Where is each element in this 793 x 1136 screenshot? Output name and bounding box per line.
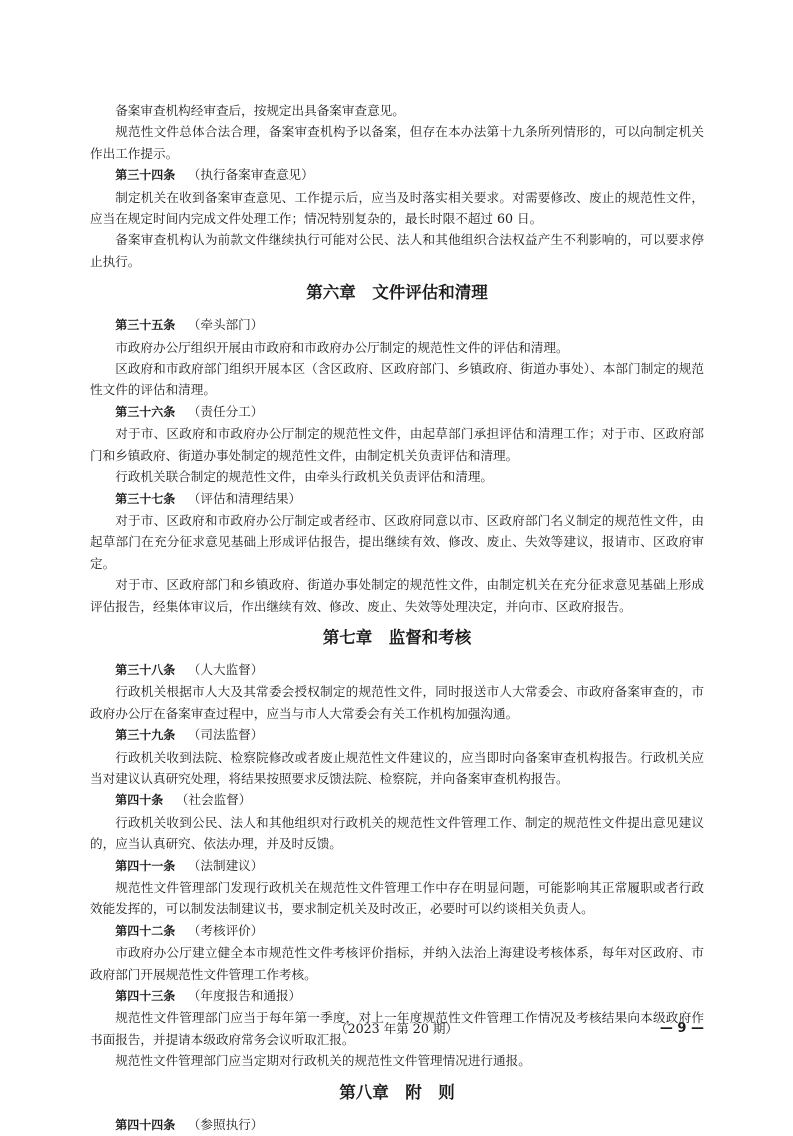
paragraph: 规范性文件管理部门应当定期对行政机关的规范性文件管理情况进行通报。 <box>115 1053 531 1069</box>
article-heading <box>90 855 704 877</box>
page-number: — 9 — <box>659 1021 704 1036</box>
paragraph: 规范性文件管理部门应当于每年第一季度，对上一年度规范性文件管理工作情况及考核结果向本级政府作书面报告，并提请本级政府常务会议听取汇报。 <box>90 1010 704 1047</box>
article-title: （社会监督） <box>175 792 252 808</box>
article-title: （考核评价） <box>187 922 264 938</box>
chapter-heading: 第七章 监督和考核 <box>322 627 472 647</box>
paragraph: 备案审查机构认为前款文件继续执行可能对公民、法人和其他组织合法权益产生不利影响的，可以要求停止执行。 <box>90 232 704 269</box>
article-title: （年度报告和通报） <box>187 988 302 1004</box>
article-heading <box>90 985 704 1007</box>
article-heading <box>90 1114 704 1136</box>
paragraph: 行政机关收到法院、检察院修改或者废止规范性文件建议的，应当即时向备案审查机构报告。行政机关应当对建议认真研究处理，将结果按照要求反馈法院、检察院，并向备案审查机构报告。 <box>90 749 704 786</box>
paragraph: 区政府和市政府部门组织开展本区（含区政府、区政府部门、乡镇政府、街道办事处）、本部门制定的规范性文件的评估和清理。 <box>90 361 704 398</box>
paragraph: 对于市、区政府部门和乡镇政府、街道办事处制定的规范性文件，由制定机关在充分征求意见基础上形成评估报告，经集体审议后，作出继续有效、修改、废止、失效等处理决定，并向市、区政府报告。 <box>90 577 704 614</box>
article-heading <box>90 314 704 336</box>
article-title: （执行备案审查意见） <box>187 167 314 183</box>
article-title: （法制建议） <box>187 857 264 873</box>
article-number: 第四十三条 <box>115 989 176 1004</box>
article-heading <box>90 789 704 811</box>
paragraph: 市政府办公厅建立健全本市规范性文件考核评价指标，并纳入法治上海建设考核体系，每年对区政府、市政府部门开展规范性文件管理工作考核。 <box>90 945 704 982</box>
article-heading <box>90 164 704 186</box>
article-heading <box>90 488 704 510</box>
paragraph: 对于市、区政府和市政府办公厅制定或者经市、区政府同意以市、区政府部门名义制定的规范性文件，由起草部门在充分征求意见基础上形成评估报告，提出继续有效、修改、废止、失效等建议，报请市、区政府审定。 <box>90 512 704 571</box>
paragraph: 制定机关在收到备案审查意见、工作提示后，应当及时落实相关要求。对需要修改、废止的规范性文件，应当在规定时间内完成文件处理工作；情况特别复杂的，最长时限不超过 60 日。 <box>90 189 704 227</box>
paragraph: 行政机关收到公民、法人和其他组织对行政机关的规范性文件管理工作、制定的规范性文件提出意见建议的，应当认真研究、依法办理，并及时反馈。 <box>90 814 704 852</box>
article-number: 第三十八条 <box>115 662 176 677</box>
paragraph: 规范性文件总体合法合理，备案审查机构予以备案，但存在本办法第十九条所列情形的，可以向制定机关作出工作提示。 <box>90 124 704 161</box>
article-title: （牵头部门） <box>187 317 264 333</box>
article-heading <box>90 920 704 942</box>
chapter-heading: 第八章 附 则 <box>339 1082 455 1102</box>
page-footer <box>0 1018 793 1040</box>
article-title: （人大监督） <box>187 661 264 677</box>
article-number: 第四十条 <box>115 793 164 808</box>
article-number: 第三十七条 <box>115 491 176 506</box>
paragraph: 行政机关根据市人大及其常委会授权制定的规范性文件，同时报送市人大常委会、市政府备案审查的，市政府办公厅在备案审查过程中，应当与市人大常委会有关工作机构加强沟通。 <box>90 684 704 721</box>
article-title: （评估和清理结果） <box>187 490 302 506</box>
article-heading <box>90 659 704 681</box>
chapter-heading: 第六章 文件评估和清理 <box>306 283 488 303</box>
paragraph: 行政机关联合制定的规范性文件，由牵头行政机关负责评估和清理。 <box>115 469 493 485</box>
article-heading <box>90 401 704 423</box>
article-heading <box>90 724 704 746</box>
article-title: （责任分工） <box>187 403 264 419</box>
article-title: （参照执行） <box>187 1116 264 1132</box>
paragraph: 规范性文件管理部门发现行政机关在规范性文件管理工作中存在明显问题，可能影响其正常履职或者行政效能发挥的，可以制发法制建议书，要求制定机关及时改正，必要时可以约谈相关负责人。 <box>90 880 704 917</box>
article-number: 第三十四条 <box>115 168 176 183</box>
article-number: 第四十二条 <box>115 923 176 938</box>
paragraph: 备案审查机构经审查后，按规定出具备案审查意见。 <box>115 103 405 118</box>
article-number: 第四十一条 <box>115 858 176 873</box>
document-body <box>90 100 704 1136</box>
article-number: 第三十五条 <box>115 318 176 333</box>
article-number: 第三十六条 <box>115 404 176 419</box>
article-title: （司法监督） <box>187 727 264 743</box>
paragraph: 市政府办公厅组织开展由市政府和市政府办公厅制定的规范性文件的评估和清理。 <box>115 339 569 355</box>
paragraph: 对于市、区政府和市政府办公厅制定的规范性文件，由起草部门承担评估和清理工作；对于市、区政府部门和乡镇政府、街道办事处制定的规范性文件，由制定机关负责评估和清理。 <box>90 426 704 463</box>
article-number: 第四十四条 <box>115 1117 176 1132</box>
issue-label: （2023 年第 20 期） <box>334 1021 459 1036</box>
article-number: 第三十九条 <box>115 728 176 743</box>
